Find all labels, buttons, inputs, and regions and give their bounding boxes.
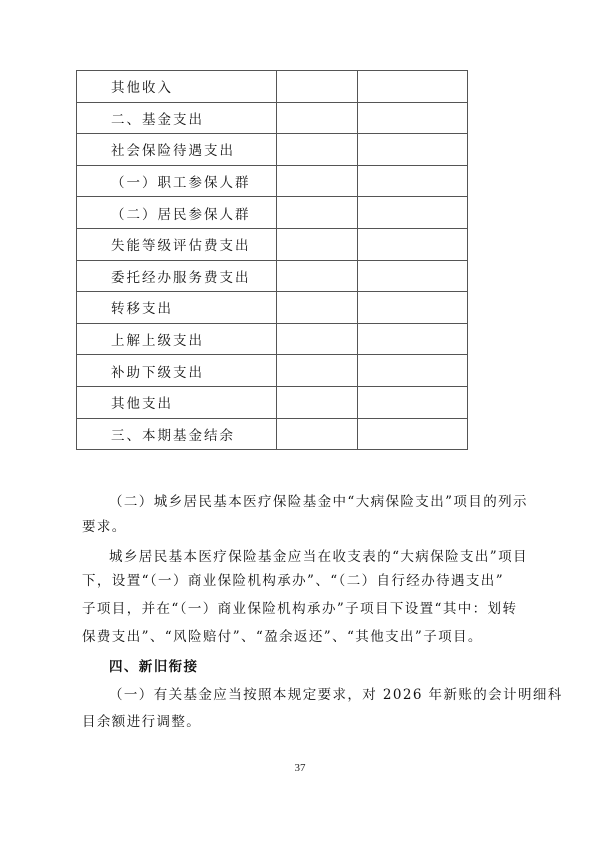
row-value-cell bbox=[358, 102, 468, 134]
row-value-cell bbox=[358, 228, 468, 260]
row-label: 委托经办服务费支出 bbox=[77, 260, 277, 292]
table-row bbox=[77, 71, 468, 103]
table-row bbox=[77, 228, 468, 260]
row-value-cell bbox=[277, 71, 358, 103]
row-label: 上解上级支出 bbox=[77, 323, 277, 355]
row-value-cell bbox=[277, 292, 358, 324]
paragraph-setup-2 bbox=[82, 566, 522, 597]
page-number: 37 bbox=[294, 762, 306, 774]
fund-table bbox=[76, 70, 468, 450]
row-value-cell bbox=[358, 197, 468, 229]
table-row bbox=[77, 102, 468, 134]
row-label: （二）居民参保人群 bbox=[77, 197, 277, 229]
row-value-cell bbox=[358, 355, 468, 387]
row-value-cell bbox=[277, 323, 358, 355]
row-value-cell bbox=[277, 260, 358, 292]
row-value-cell bbox=[358, 134, 468, 166]
row-value-cell bbox=[277, 102, 358, 134]
table-row bbox=[77, 260, 468, 292]
row-value-cell bbox=[358, 418, 468, 450]
paragraph-line: 保费支出”、“风险赔付”、“盈余返还”、“其他支出”子项目。 bbox=[82, 629, 483, 645]
row-label: （一）职工参保人群 bbox=[77, 165, 277, 197]
row-value-cell bbox=[277, 165, 358, 197]
table-row bbox=[77, 386, 468, 418]
row-value-cell bbox=[358, 323, 468, 355]
table-row bbox=[77, 292, 468, 324]
paragraph-line: 子项目，并在“（一）商业保险机构承办”子项目下设置“其中：划转 bbox=[82, 601, 518, 617]
paragraph-setup-3 bbox=[82, 594, 522, 625]
paragraph-line: 要求。 bbox=[82, 519, 127, 535]
paragraph-line: 城乡居民基本医疗保险基金应当在收支表的“大病保险支出”项目 bbox=[109, 549, 528, 565]
row-label: 失能等级评估费支出 bbox=[77, 228, 277, 260]
table-row bbox=[77, 355, 468, 387]
paragraph-setup-4 bbox=[82, 622, 522, 653]
row-value-cell bbox=[358, 165, 468, 197]
row-value-cell bbox=[358, 71, 468, 103]
row-label: 社会保险待遇支出 bbox=[77, 134, 277, 166]
table-row bbox=[77, 197, 468, 229]
paragraph-line: （二）城乡居民基本医疗保险基金中“大病保险支出”项目的列示 bbox=[109, 494, 528, 510]
row-value-cell bbox=[358, 292, 468, 324]
paragraph-line: 目余额进行调整。 bbox=[82, 714, 202, 730]
row-value-cell bbox=[277, 134, 358, 166]
paragraph-serious-illness-title-cont bbox=[82, 512, 522, 543]
row-value-cell bbox=[277, 418, 358, 450]
table-row bbox=[77, 165, 468, 197]
row-label: 其他收入 bbox=[77, 71, 277, 103]
table-row bbox=[77, 323, 468, 355]
paragraph-line: 下，设置“（一）商业保险机构承办”、“（二）自行经办待遇支出” bbox=[82, 573, 505, 589]
table-row bbox=[77, 134, 468, 166]
row-label: 其他支出 bbox=[77, 386, 277, 418]
row-value-cell bbox=[358, 260, 468, 292]
row-label: 二、基金支出 bbox=[77, 102, 277, 134]
paragraph-line: （一）有关基金应当按照本规定要求，对 2026 年新账的会计明细科 bbox=[109, 687, 563, 703]
row-value-cell bbox=[277, 355, 358, 387]
row-value-cell bbox=[277, 197, 358, 229]
row-value-cell bbox=[358, 386, 468, 418]
paragraph-adjust-2 bbox=[82, 707, 522, 738]
section-heading: 四、新旧衔接 bbox=[109, 659, 199, 675]
fund-table-body bbox=[77, 71, 468, 450]
table-row bbox=[77, 418, 468, 450]
row-label: 转移支出 bbox=[77, 292, 277, 324]
row-label: 补助下级支出 bbox=[77, 355, 277, 387]
row-value-cell bbox=[277, 386, 358, 418]
row-value-cell bbox=[277, 228, 358, 260]
row-label: 三、本期基金结余 bbox=[77, 418, 277, 450]
